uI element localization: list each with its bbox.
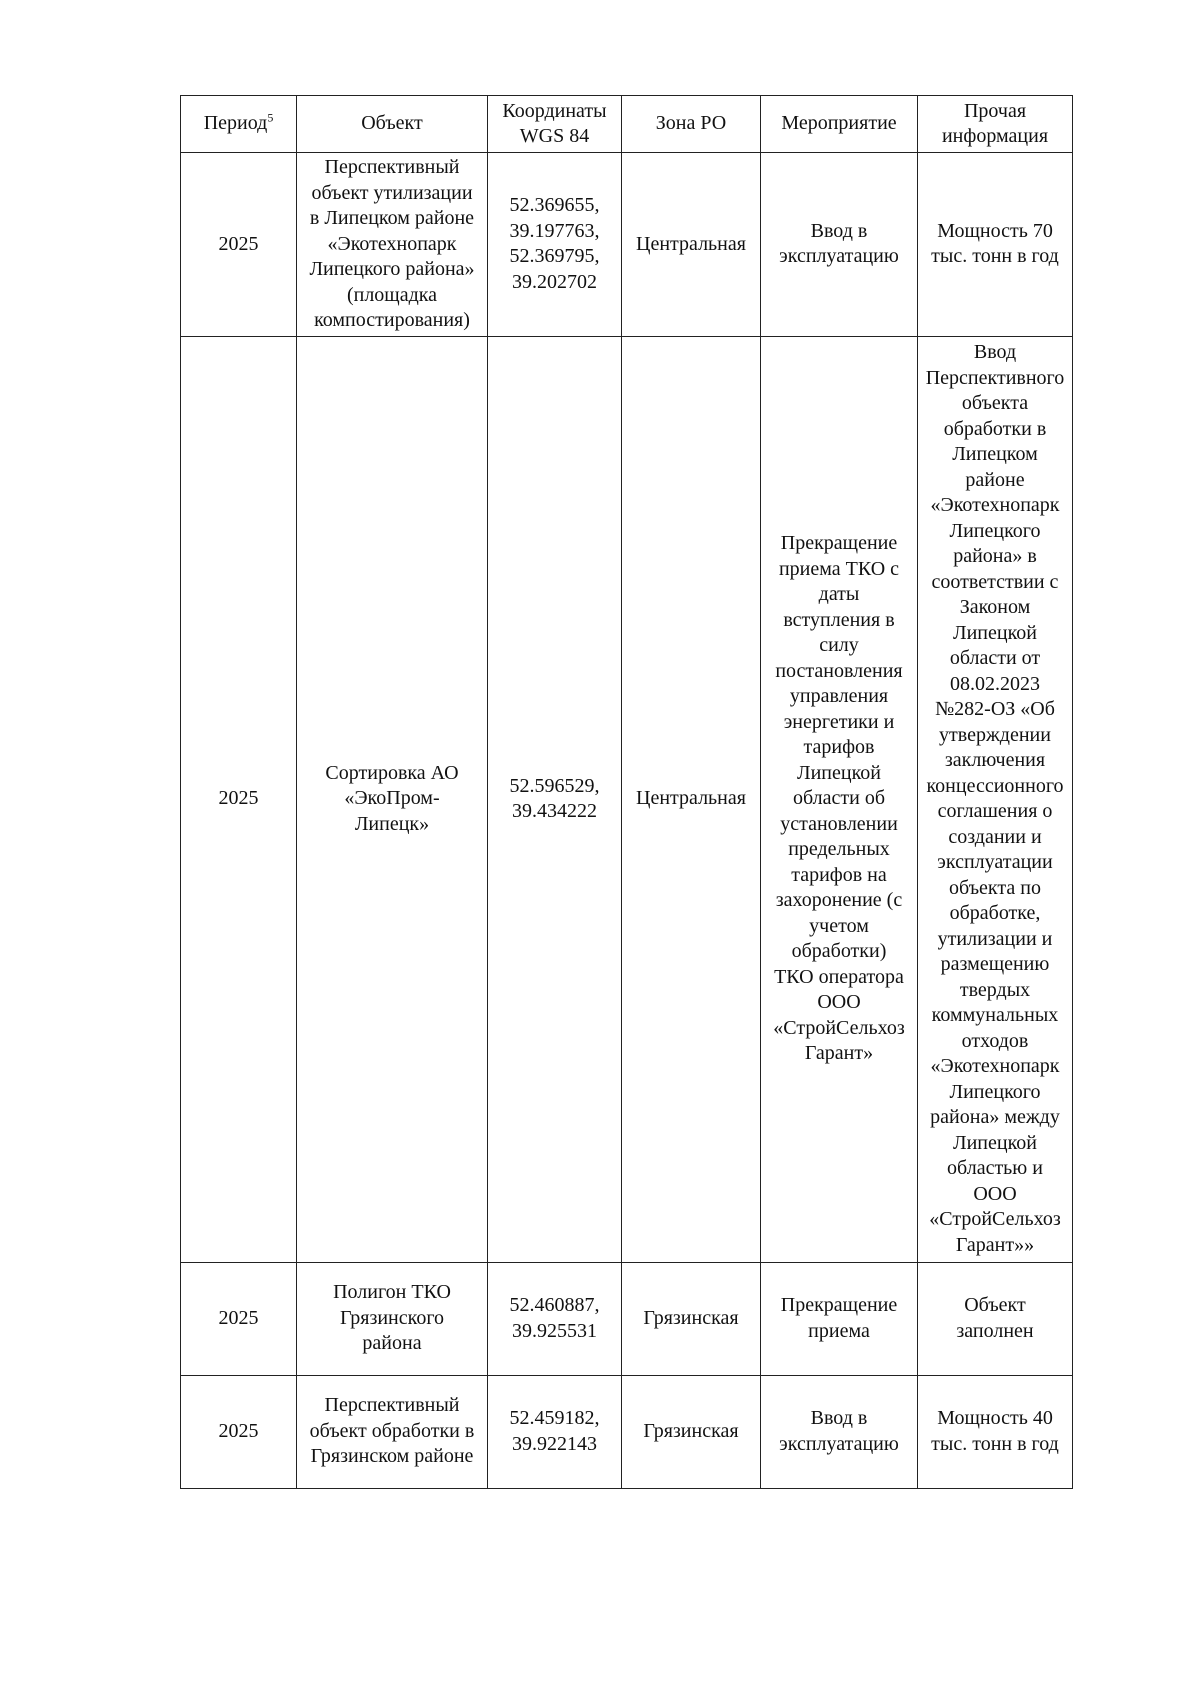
table-row [181, 336, 1073, 1262]
cell-coordinates: 52.460887, 39.925531 [488, 1262, 622, 1375]
footnote-marker: 5 [267, 110, 274, 125]
cell-period: 2025 [181, 1262, 297, 1375]
cell-info: Мощность 70 тыс. тонн в год [918, 153, 1073, 337]
cell-zone: Центральная [622, 336, 761, 1262]
header-coordinates: Координаты WGS 84 [488, 96, 622, 153]
cell-zone: Грязинская [622, 1375, 761, 1488]
cell-event: Ввод в эксплуатацию [761, 153, 918, 337]
cell-event: Прекращение приема ТКО с даты вступления в силу постановления управления энергетики и тарифов Липецкой области об установлении предельных тарифов на захоронение (с учетом обработки) ТКО оператора ООО «СтройСельхоз Гарант» [761, 336, 918, 1262]
table-row [181, 153, 1073, 337]
cell-coordinates: 52.459182, 39.922143 [488, 1375, 622, 1488]
cell-coordinates: 52.596529, 39.434222 [488, 336, 622, 1262]
cell-zone: Грязинская [622, 1262, 761, 1375]
cell-object: Сортировка АО «ЭкоПром- Липецк» [297, 336, 488, 1262]
cell-object: Перспективный объект утилизации в Липецком районе «Экотехнопарк Липецкого района» (площадка компостирования) [297, 153, 488, 337]
table-header-row [181, 96, 1073, 153]
header-event: Мероприятие [761, 96, 918, 153]
table-row [181, 1262, 1073, 1375]
cell-event: Прекращение приема [761, 1262, 918, 1375]
header-info: Прочая информация [918, 96, 1073, 153]
facilities-table [180, 95, 1073, 1489]
header-object: Объект [297, 96, 488, 153]
header-zone: Зона РО [622, 96, 761, 153]
cell-event: Ввод в эксплуатацию [761, 1375, 918, 1488]
cell-period: 2025 [181, 1375, 297, 1488]
cell-period: 2025 [181, 153, 297, 337]
cell-info: Ввод Перспективного объекта обработки в Липецком районе «Экотехнопарк Липецкого района» в соответствии с Законом Липецкой области от 08.02.2023 №282-ОЗ «Об утверждении заключения концессионного соглашения о создании и эксплуатации объекта по обработке, утилизации и размещению твердых коммунальных отходов «Экотехнопарк Липецкого района» между Липецкой областью и ООО «СтройСельхоз Гарант»» [918, 336, 1073, 1262]
header-period: Период$^5$ [181, 96, 297, 153]
cell-object: Перспективный объект обработки в Грязинском районе [297, 1375, 488, 1488]
table-row [181, 1375, 1073, 1488]
cell-info: Мощность 40 тыс. тонн в год [918, 1375, 1073, 1488]
cell-info: Объект заполнен [918, 1262, 1073, 1375]
cell-zone: Центральная [622, 153, 761, 337]
cell-period: 2025 [181, 336, 297, 1262]
cell-object: Полигон ТКО Грязинского района [297, 1262, 488, 1375]
cell-coordinates: 52.369655, 39.197763, 52.369795, 39.202702 [488, 153, 622, 337]
